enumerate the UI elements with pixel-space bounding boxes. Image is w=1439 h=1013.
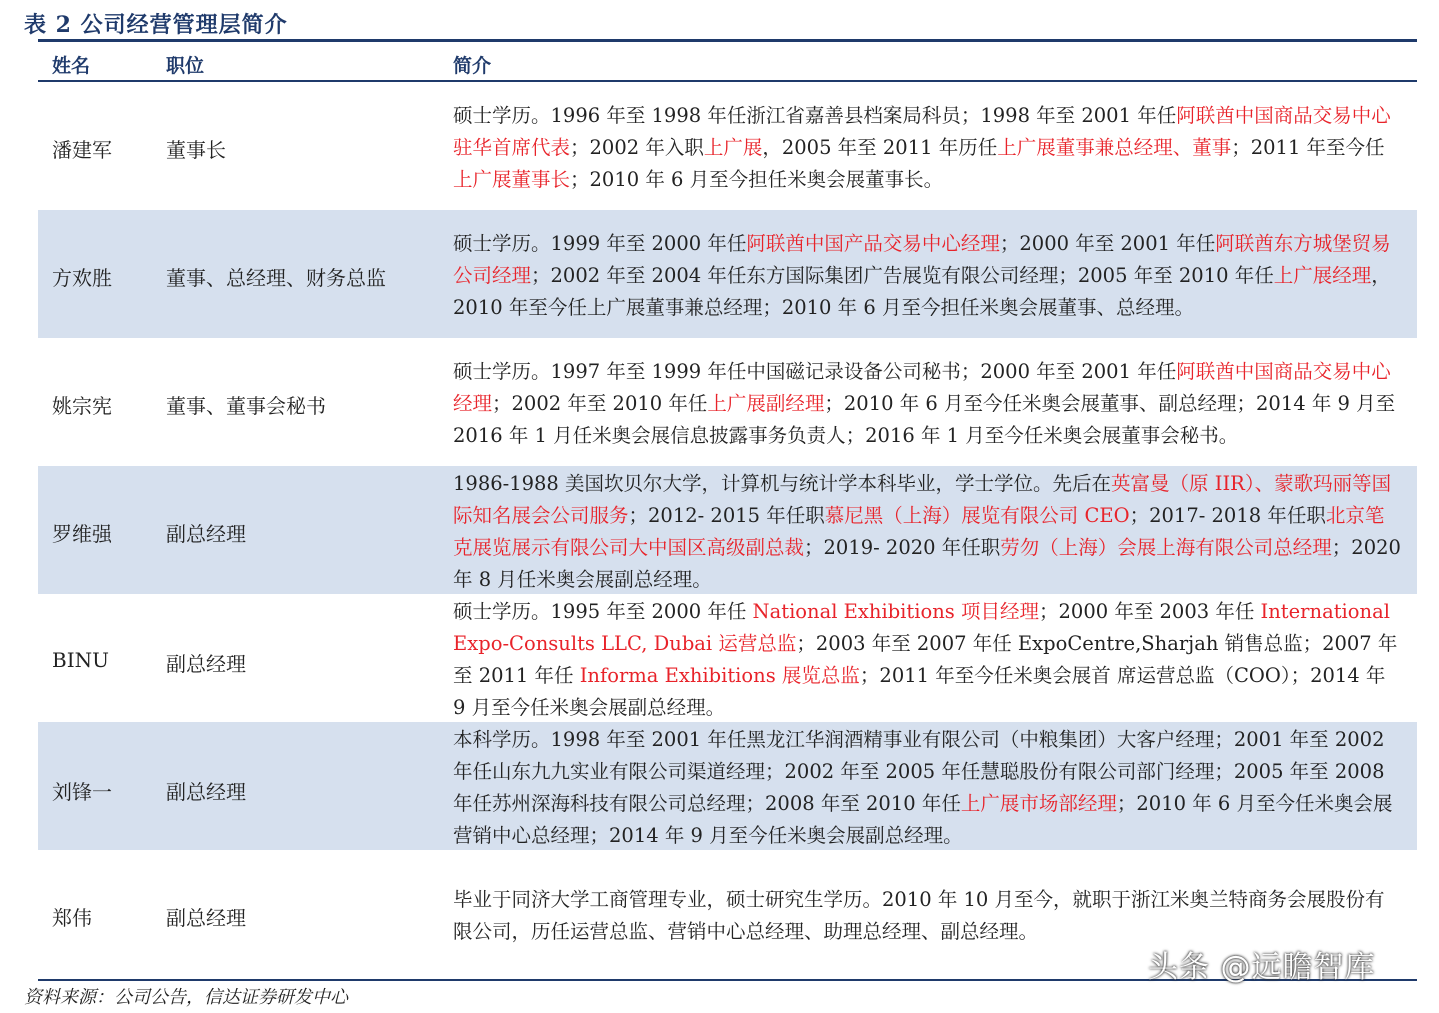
intro-text: ；2020 年 8 月任米奥会展副总经理。 [453,536,1401,591]
row-position: 副总经理 [166,780,246,804]
row-name: 姚宗宪 [52,394,112,418]
intro-text: ；2000 年至 2001 年任 [999,232,1216,255]
row-position: 董事长 [166,138,226,162]
highlighted-text: 劳勿（上海）会展上海有限公司总经理 [1000,536,1332,559]
highlighted-text: 阿联酋中国产品交易中心经理 [746,232,1000,255]
intro-text: ，2010 年至今任上广展董事兼总经理；2010 年 6 月至今担任米奥会展董事、总经理。 [453,264,1391,319]
intro-text: ；2002 年入职 [570,136,704,159]
row-name: BINU [52,648,109,672]
highlighted-text: 阿联酋中国商品交易中心经理 [453,360,1391,415]
row-intro [453,356,1403,452]
highlighted-text: 上广展副经理 [707,392,825,415]
row-intro [453,884,1403,948]
highlighted-text: 上广展董事兼总经理、董事 [997,136,1232,159]
highlighted-text: Informa Exhibitions 展览总监 [579,664,860,687]
intro-text: 硕士学历。1995 年至 2000 年任 [453,600,753,623]
table-row [38,210,1417,338]
row-intro [453,596,1403,724]
row-position: 副总经理 [166,522,246,546]
highlighted-text: National Exhibitions 项目经理 [752,600,1039,623]
highlighted-text: 阿联酋中国商品交易中心驻华首席代表 [453,104,1391,159]
highlighted-text: 上广展 [703,136,763,159]
intro-text: 硕士学历。1996 年至 1998 年任浙江省嘉善县档案局科员；1998 年至 2001 年任 [453,104,1177,127]
row-name: 刘锋一 [52,780,112,804]
header-intro: 简介 [453,55,492,77]
table-row [38,722,1417,850]
highlighted-text: 阿联酋东方城堡贸易公司经理 [453,232,1391,287]
intro-text: ；2010 年 6 月至今任米奥会展营销中心总经理；2014 年 9 月至今任米奥会展副总经理。 [453,792,1393,847]
row-position: 董事、董事会秘书 [166,394,326,418]
intro-text: ；2011 年至今任米奥会展首 席运营总监（COO）；2014 年 9 月至今任米奥会展副总经理。 [453,664,1386,719]
source-note: 资料来源：公司公告，信达证券研发中心 [24,987,348,1008]
intro-text: ；2002 年至 2004 年任东方国际集团广告展览有限公司经理；2005 年至 2010 年任 [531,264,1274,287]
table-row [38,338,1417,466]
intro-text: ；2017- 2018 年任职 [1129,504,1326,527]
table-top-rule [38,39,1417,42]
row-name: 郑伟 [52,906,92,930]
row-intro [453,228,1403,324]
intro-text: ；2000 年至 2003 年任 [1039,600,1261,623]
intro-text: ；2011 年至今任 [1231,136,1385,159]
row-position: 董事、总经理、财务总监 [166,266,386,290]
intro-text: 1986-1988 美国坎贝尔大学，计算机与统计学本科毕业，学士学位。先后在 [453,472,1112,495]
highlighted-text: 北京笔克展览展示有限公司大中国区高级副总裁 [453,504,1385,559]
header-position: 职位 [166,55,205,77]
intro-text: 本科学历。1998 年至 2001 年任黑龙江华润酒精事业有限公司（中粮集团）大客户经理；2001 年至 2002 年任山东九九实业有限公司渠道经理；2002 年至 2005 年任慧聪股份有限公司部门经理；2005 年至 2008 年任苏州深海科技有限公司总经理；2008 年至 2010 年任 [453,728,1385,815]
highlighted-text: 上广展市场部经理 [960,792,1117,815]
watermark: 头条 @远瞻智库 [1148,950,1376,985]
intro-text: ；2010 年 6 月至今担任米奥会展董事长。 [570,168,944,191]
row-name: 潘建军 [52,138,112,162]
intro-text: ，2005 年至 2011 年历任 [762,136,998,159]
highlighted-text: 慕尼黑（上海）展览有限公司 CEO [824,504,1130,527]
table-row [38,82,1417,210]
table-row [38,466,1417,594]
highlighted-text: 上广展董事长 [453,168,571,191]
intro-text: ；2003 年至 2007 年任 ExpoCentre,Sharjah 销售总监；2007 年至 2011 年任 [453,632,1398,687]
highlighted-text: International Expo-Consults LLC, Dubai 运营总监 [453,600,1390,655]
intro-text: 毕业于同济大学工商管理专业，硕士研究生学历。2010 年 10 月至今，就职于浙江米奥兰特商务会展股份有限公司，历任运营总监、营销中心总经理、助理总经理、副总经理。 [453,888,1385,943]
intro-text: ；2010 年 6 月至今任米奥会展董事、副总经理；2014 年 9 月至 2016 年 1 月任米奥会展信息披露事务负责人；2016 年 1 月至今任米奥会展董事会秘书。 [453,392,1396,447]
table-row [38,594,1417,722]
intro-text: 硕士学历。1997 年至 1999 年任中国磁记录设备公司秘书；2000 年至 2001 年任 [453,360,1177,383]
table-header [38,44,1417,80]
row-intro [453,468,1403,596]
intro-text: ；2012- 2015 年任职 [628,504,825,527]
row-name: 方欢胜 [52,266,112,290]
row-position: 副总经理 [166,652,246,676]
row-intro [453,100,1403,196]
intro-text: ；2019- 2020 年任职 [804,536,1001,559]
intro-text: ；2002 年至 2010 年任 [492,392,708,415]
highlighted-text: 英富曼（原 IIR）、蒙歌玛丽等国际知名展会公司服务 [453,472,1392,527]
header-name: 姓名 [52,55,91,77]
row-name: 罗维强 [52,522,112,546]
table-title: 表 2 公司经营管理层简介 [24,12,288,38]
intro-text: 硕士学历。1999 年至 2000 年任 [453,232,747,255]
row-position: 副总经理 [166,906,246,930]
highlighted-text: 上广展经理 [1273,264,1372,287]
row-intro [453,724,1403,852]
